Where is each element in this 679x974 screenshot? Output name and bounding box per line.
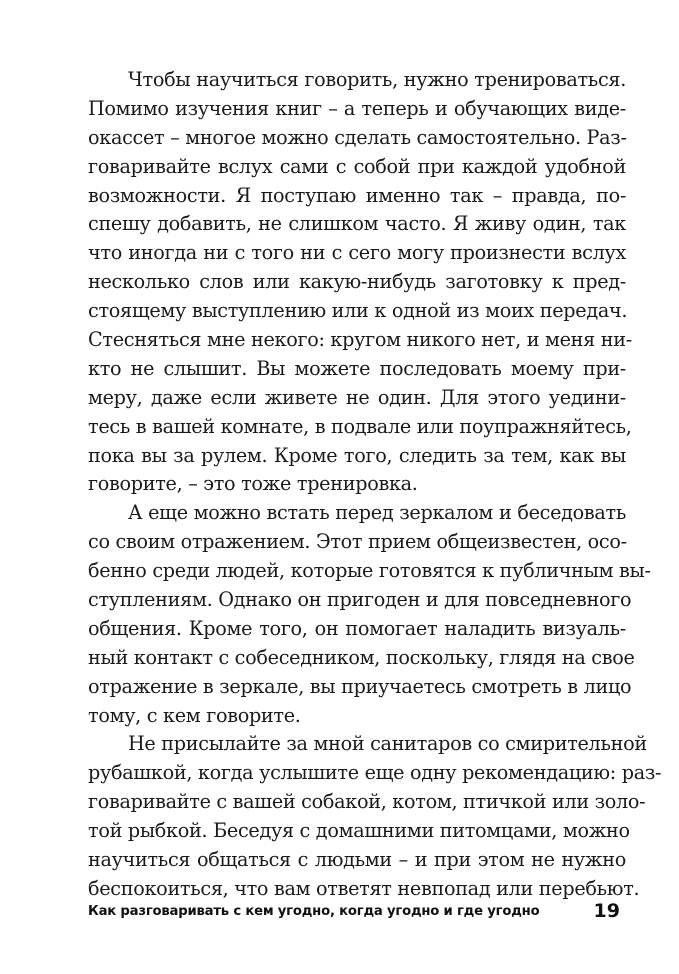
text-line: ный контакт с собеседником, поскольку, глядя на свое (88, 645, 635, 669)
running-title: Как разговаривать с кем угодно, когда угодно и где угодно (88, 904, 540, 919)
text-line: бенно среди людей, которые готовятся к публичным вы- (88, 559, 651, 583)
text-line: тому, с кем говорите. (88, 703, 301, 727)
text-line: общения. Кроме того, он помогает наладить визуаль- (88, 616, 626, 640)
text-line: говаривайте с вашей собакой, котом, птичкой или золо- (88, 790, 646, 814)
text-line: А еще можно встать перед зеркалом и беседовать (128, 501, 626, 525)
text-line: тесь в вашей комнате, в подвале или поупражняйтесь, (88, 414, 632, 438)
text-line: Не присылайте за мной санитаров со смирительной (128, 732, 647, 756)
text-line: той рыбкой. Беседуя с домашними питомцами, можно (88, 819, 630, 843)
text-line: Помимо изучения книг – а теперь и обучающих виде- (88, 96, 626, 120)
text-line: ступлениям. Однако он пригоден и для повседневного (88, 588, 632, 612)
page-number: 19 (593, 900, 620, 922)
text-line: со своим отражением. Этот прием общеизвестен, осо- (88, 530, 627, 554)
text-line: спешу добавить, не слишком часто. Я живу один, так (88, 212, 626, 236)
text-line: возможности. Я поступаю именно так – правда, по- (88, 183, 626, 207)
text-line: что иногда ни с того ни с сего могу произнести вслух (88, 241, 626, 265)
text-line: Чтобы научиться говорить, нужно тренироваться. (128, 68, 626, 91)
text-line: меру, даже если живете не один. Для этого уедини- (88, 385, 626, 409)
paragraph (88, 66, 632, 499)
text-line: несколько слов или какую-нибудь заготовку к пред- (88, 270, 626, 294)
text-line: окассет – многое можно сделать самостоятельно. Раз- (88, 125, 627, 149)
text-line: Стесняться мне некого: кругом никого нет, и меня ни- (88, 328, 632, 352)
text-line: говаривайте вслух сами с собой при каждой удобной (88, 154, 626, 178)
paragraph (88, 730, 662, 903)
text-line: рубашкой, когда услышите еще одну рекомендацию: раз- (88, 761, 662, 785)
text-line: стоящему выступлению или к одной из моих передач. (88, 299, 628, 323)
text-line: кто не слышит. Вы можете последовать моему при- (88, 356, 626, 380)
text-line: говорите, – это тоже тренировка. (88, 472, 418, 496)
text-line: отражение в зеркале, вы приучаетесь смотреть в лицо (88, 674, 632, 698)
page-body (88, 66, 662, 904)
paragraph (88, 499, 651, 730)
text-line: пока вы за рулем. Кроме того, следить за тем, как вы (88, 443, 626, 467)
text-line: беспокоиться, что вам ответят невпопад или перебьют. (88, 876, 640, 900)
text-line: научиться общаться с людьми – и при этом не нужно (88, 848, 626, 872)
